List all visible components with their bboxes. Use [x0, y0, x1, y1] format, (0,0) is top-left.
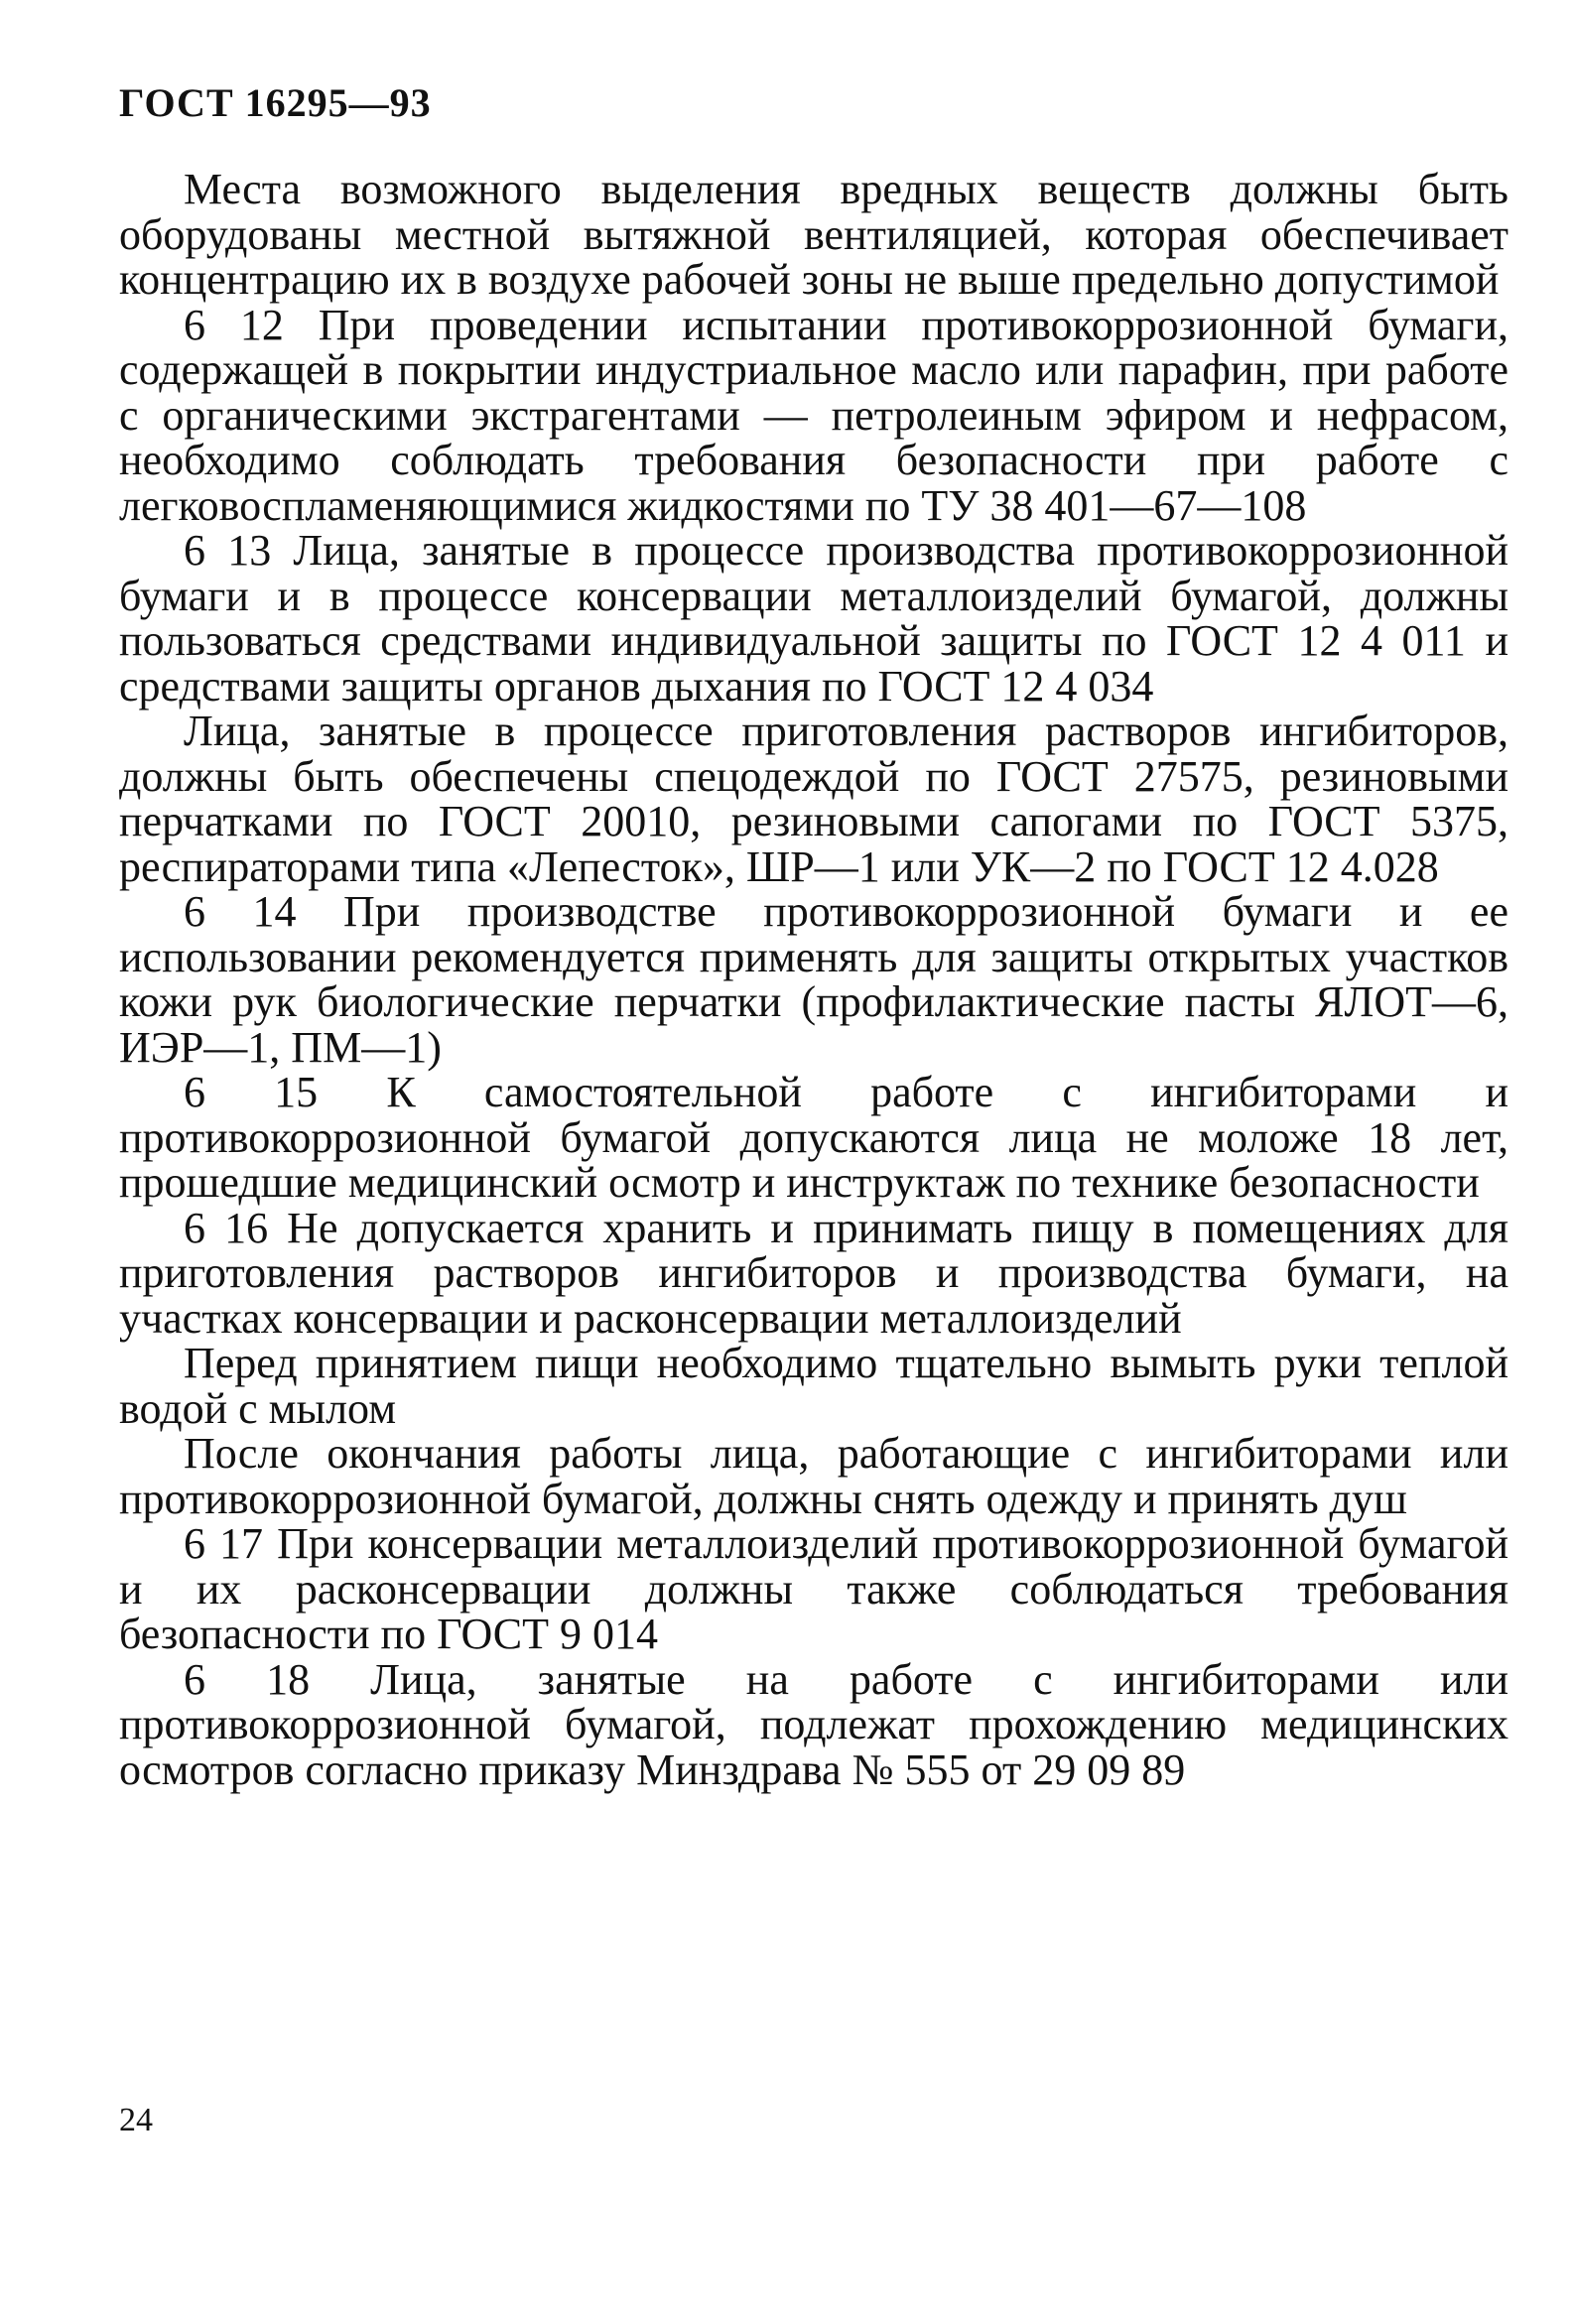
- document-header: ГОСТ 16295—93: [119, 80, 432, 125]
- paragraph: 6 18 Лица, занятые на работе с ингибиторами или противокоррозионной бумагой, подлежат прохождению медицинских осмотров согласно приказу Минздрава № 555 от 29 09 89: [119, 1654, 1508, 1794]
- paragraph: Перед принятием пищи необходимо тщательно вымыть руки теплой водой с мылом: [119, 1339, 1508, 1433]
- paragraph: 6 13 Лица, занятые в процессе производства противокоррозионной бумаги и в процессе консервации металлоизделий бумагой, должны пользоваться средствами индивидуальной защиты по ГОСТ 12 4 011 и средствами защиты органов дыхания по ГОСТ 12 4 034: [119, 526, 1508, 710]
- paragraph: 6 12 При проведении испытании противокоррозионной бумаги, содержащей в покрытии индустриальное масло или парафин, при работе с органическими экстрагентами — петролеиным эфиром и нефрасом, необходимо соблюдать требования безопасности при работе с легковоспламеняющимися жидкостями по ТУ 38 401—67—108: [119, 300, 1508, 530]
- paragraph: Лица, занятые в процессе приготовления растворов ингибиторов, должны быть обеспечены спецодеждой по ГОСТ 27575, резиновыми перчатками по ГОСТ 20010, резиновыми сапогами по ГОСТ 5375, респираторами типа «Лепесток», ШР—1 или УК—2 по ГОСТ 12 4.028: [119, 707, 1508, 891]
- paragraph: 6 15 К самостоятельной работе с ингибиторами и противокоррозионной бумагой допускаются лица не моложе 18 лет, прошедшие медицинский осмотр и инструктаж по технике безопасности: [119, 1068, 1508, 1207]
- document-body: [119, 167, 1508, 1792]
- paragraph: 6 16 Не допускается хранить и принимать пищу в помещениях для приготовления растворов ингибиторов и производства бумаги, на участках консервации и расконсервации металлоизделий: [119, 1203, 1508, 1343]
- paragraph: 6 17 При консервации металлоизделий противокоррозионной бумагой и их расконсервации должны также соблюдаться требования безопасности по ГОСТ 9 014: [119, 1519, 1508, 1658]
- paragraph: Места возможного выделения вредных веществ должны быть оборудованы местной вытяжной вентиляцией, которая обеспечивает концентрацию их в воздухе рабочей зоны не выше предельно допустимой: [119, 165, 1508, 304]
- paragraph: 6 14 При производстве противокоррозионной бумаги и ее использовании рекомендуется применять для защиты открытых участков кожи рук биологические перчатки (профилактические пасты ЯЛОТ—6, ИЭР—1, ПМ—1): [119, 887, 1508, 1072]
- page-number: 24: [119, 2102, 153, 2138]
- paragraph: После окончания работы лица, работающие с ингибиторами или противокоррозионной бумагой, должны снять одежду и принять душ: [119, 1429, 1508, 1523]
